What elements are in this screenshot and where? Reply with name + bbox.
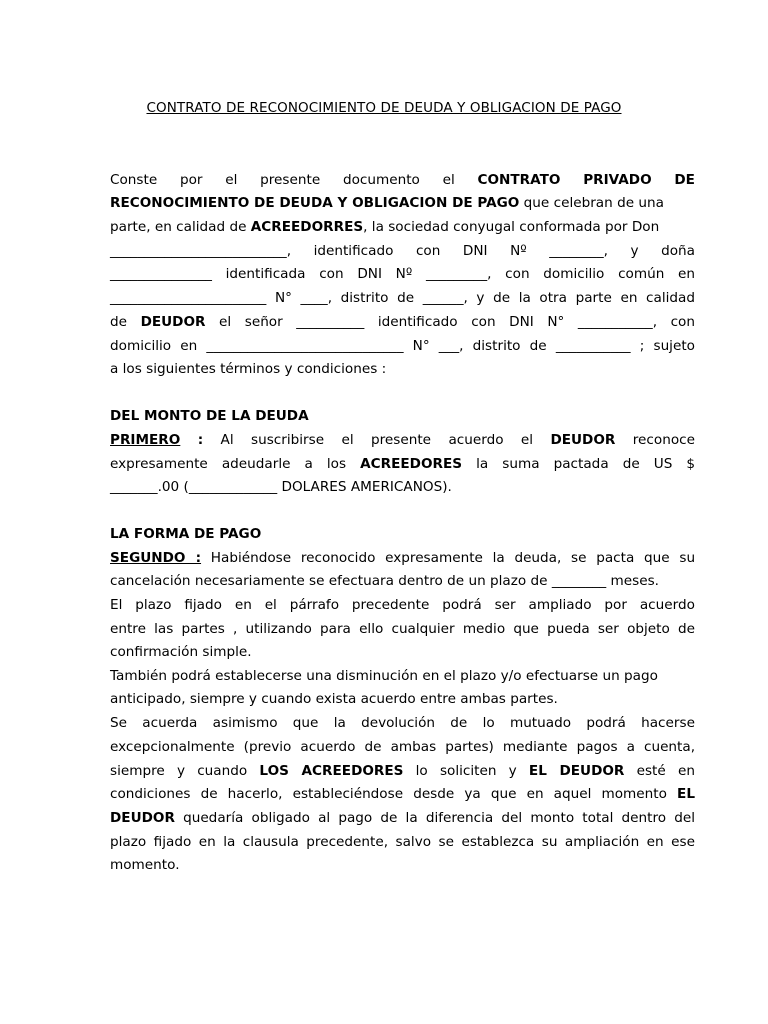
intro-line-4: __________________________, identificado con DNI Nº ________, y doña	[110, 243, 695, 259]
section2-line-11: condiciones de hacerlo, estableciéndose desde ya que en aquel momento EL	[110, 786, 695, 802]
section2-heading: LA FORMA DE PAGO	[110, 526, 262, 542]
document-title: CONTRATO DE RECONOCIMIENTO DE DEUDA Y OBLIGACION DE PAGO	[146, 100, 622, 116]
section2-line-3: El plazo fijado en el párrafo precedente podrá ser ampliado por acuerdo	[110, 597, 695, 613]
section1-line-2: expresamente adeudarle a los ACREEDORES la suma pactada de US $	[110, 456, 696, 472]
section2-line-12: DEUDOR quedaría obligado al pago de la diferencia del monto total dentro del	[110, 810, 696, 826]
intro-line-8: domicilio en _____________________________ N° ___, distrito de ___________ ; sujeto	[110, 338, 695, 354]
intro-line-3: parte, en calidad de ACREEDORRES, la sociedad conyugal conformada por Don	[110, 219, 660, 235]
intro-line-5: _______________ identificada con DNI Nº _________, con domicilio común en	[110, 266, 696, 282]
intro-line-1: Conste por el presente documento el CONTRATO PRIVADO DE	[110, 172, 695, 188]
intro-line-6: _______________________ N° ____, distrito de ______, y de la otra parte en calidad	[110, 290, 695, 306]
intro-line-7: de DEUDOR el señor __________ identificado con DNI N° ___________, con	[110, 314, 695, 330]
section1-line-3: _______.00 (_____________ DOLARES AMERICANOS).	[110, 479, 452, 495]
section2-line-14: momento.	[110, 857, 180, 873]
section2-line-8: Se acuerda asimismo que la devolución de lo mutuado podrá hacerse	[110, 715, 695, 731]
section2-line-9: excepcionalmente (previo acuerdo de ambas partes) mediante pagos a cuenta,	[110, 739, 696, 755]
section2-line-5: confirmación simple.	[110, 644, 252, 660]
section2-line-2: cancelación necesariamente se efectuara dentro de un plazo de ________ meses.	[110, 573, 660, 589]
section2-line-6: También podrá establecerse una disminución en el plazo y/o efectuarse un pago	[110, 668, 658, 684]
section1-line-1: PRIMERO : Al suscribirse el presente acuerdo el DEUDOR reconoce	[110, 432, 695, 448]
section2-line-13: plazo fijado en la clausula precedente, salvo se establezca su ampliación en ese	[110, 834, 695, 850]
section2-line-1: SEGUNDO : Habiéndose reconocido expresamente la deuda, se pacta que su	[110, 550, 696, 566]
intro-line-2: RECONOCIMIENTO DE DEUDA Y OBLIGACION DE PAGO que celebran de una	[110, 195, 664, 211]
section2-line-7: anticipado, siempre y cuando exista acuerdo entre ambas partes.	[110, 691, 558, 707]
section2-line-4: entre las partes , utilizando para ello cualquier medio que pueda ser objeto de	[110, 621, 695, 637]
intro-line-9: a los siguientes términos y condiciones :	[110, 361, 387, 377]
section2-line-10: siempre y cuando LOS ACREEDORES lo soliciten y EL DEUDOR esté en	[110, 763, 695, 779]
section1-heading: DEL MONTO DE LA DEUDA	[110, 408, 309, 424]
